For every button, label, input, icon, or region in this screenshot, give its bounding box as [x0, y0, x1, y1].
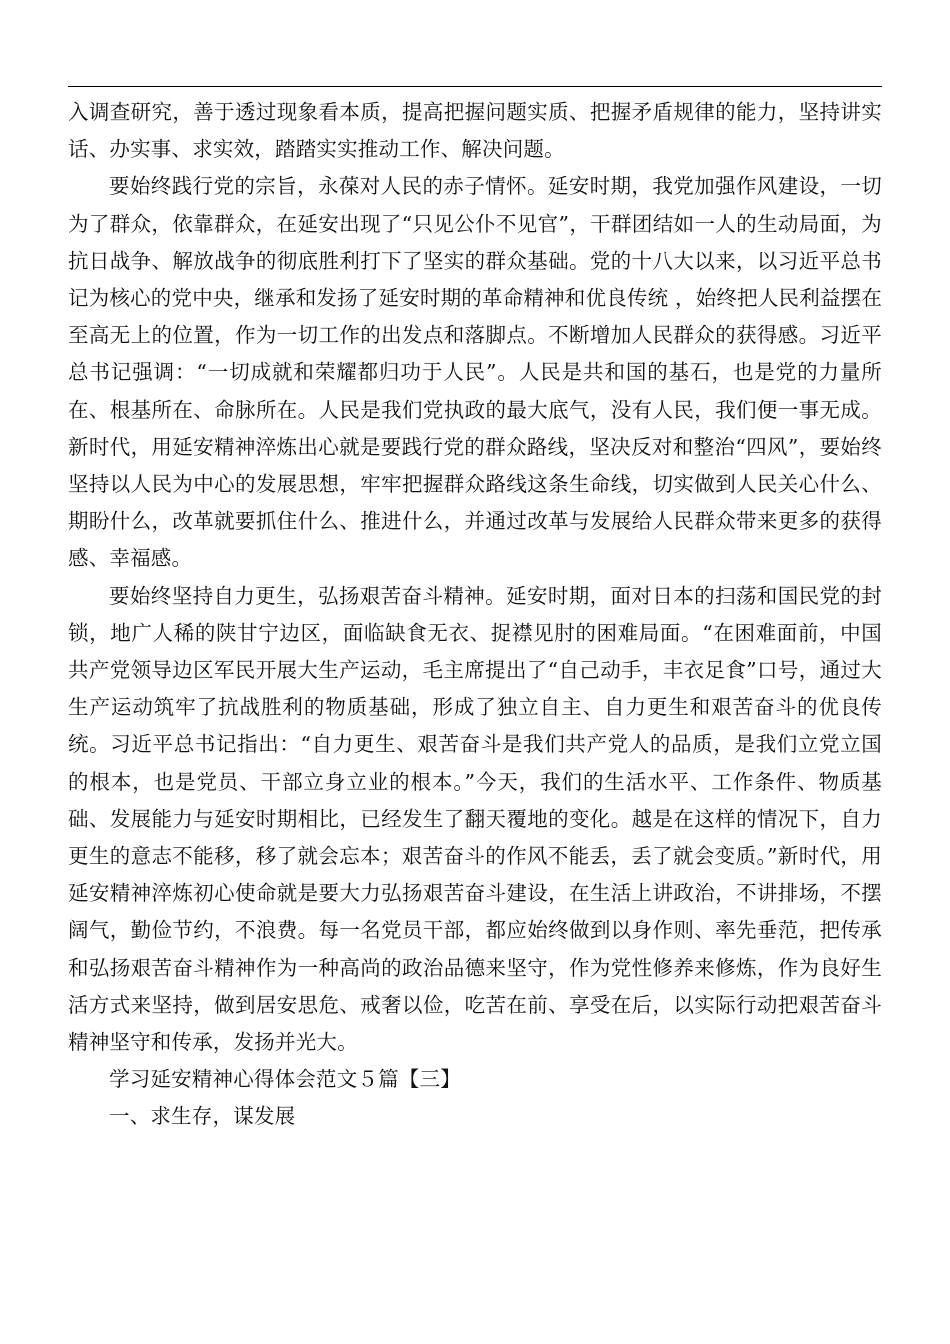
paragraph-self-reliance: 要始终坚持自力更生，弘扬艰苦奋斗精神。延安时期，面对日本的扫荡和国民党的封锁，地广人稀的陕甘宁边区，面临缺食无衣、捉襟见肘的困难局面。“在困难面前，中国共产党领导边区军民开展大生产运动，毛主席提出了“自己动手，丰衣足食”口号，通过大生产运动筑牢了抗战胜利的物质基础，形成了独立自主、自力更生和艰苦奋斗的优良传统。习近平总书记指出：“自力更生、艰苦奋斗是我们共产党人的品质，是我们立党立国的根本，也是党员、干部立身立业的根本。”今天，我们的生活水平、工作条件、物质基础、发展能力与延安时期相比，已经发生了翻天覆地的变化。越是在这样的情况下，自力更生的意志不能移，移了就会忘本；艰苦奋斗的作风不能丢，丢了就会变质。”新时代，用延安精神淬炼初心使命就是要大力弘扬艰苦奋斗建设，在生活上讲政治，不讲排场，不摆阔气，勤俭节约，不浪费。每一名党员干部，都应始终做到以身作则、率先垂范，把传承和弘扬艰苦奋斗精神作为一种高尚的政治品德来坚守，作为党性修养来修炼，作为良好生活方式来坚持，做到居安思危、戒奢以俭，吃苦在前、享受在后，以实际行动把艰苦奋斗精神坚守和传承，发扬并光大。 [68, 583, 882, 1055]
section-title: 学习延安精神心得体会范文５篇【三】 [109, 1067, 461, 1092]
subsection-title: 一、求生存，谋发展 [109, 1104, 296, 1129]
paragraph-continuation: 入调查研究，善于透过现象看本质，提高把握问题实质、把握矛盾规律的能力，坚持讲实话、办实事、求实效，踏踏实实推动工作、解决问题。 [68, 100, 882, 162]
paragraph-serve-the-people: 要始终践行党的宗旨，永葆对人民的赤子情怀。延安时期，我党加强作风建设，一切为了群众，依靠群众，在延安出现了“只见公仆不见官”，干群团结如一人的生动局面，为抗日战争、解放战争的彻底胜利打下了坚实的群众基础。党的十八大以来，以习近平总书记为核心的党中央，继承和发扬了延安时期的革命精神和优良传统 ，始终把人民利益摆在至高无上的位置，作为一切工作的出发点和落脚点。不断增加人民群众的获得感。习近平总书记强调：“一切成就和荣耀都归功于人民”。人民是共和国的基石，也是党的力量所在、根基所在、命脉所在。人民是我们党执政的最大底气，没有人民，我们便一事无成。新时代，用延安精神淬炼出心就是要践行党的群众路线，坚决反对和整治“四风”，要始终坚持以人民为中心的发展思想，牢牢把握群众路线这条生命线，切实做到人民关心什么、期盼什么，改革就要抓住什么、推进什么，并通过改革与发展给人民群众带来更多的获得感、幸福感。 [68, 174, 883, 571]
header-rule [68, 86, 882, 87]
document-body [68, 94, 882, 1136]
